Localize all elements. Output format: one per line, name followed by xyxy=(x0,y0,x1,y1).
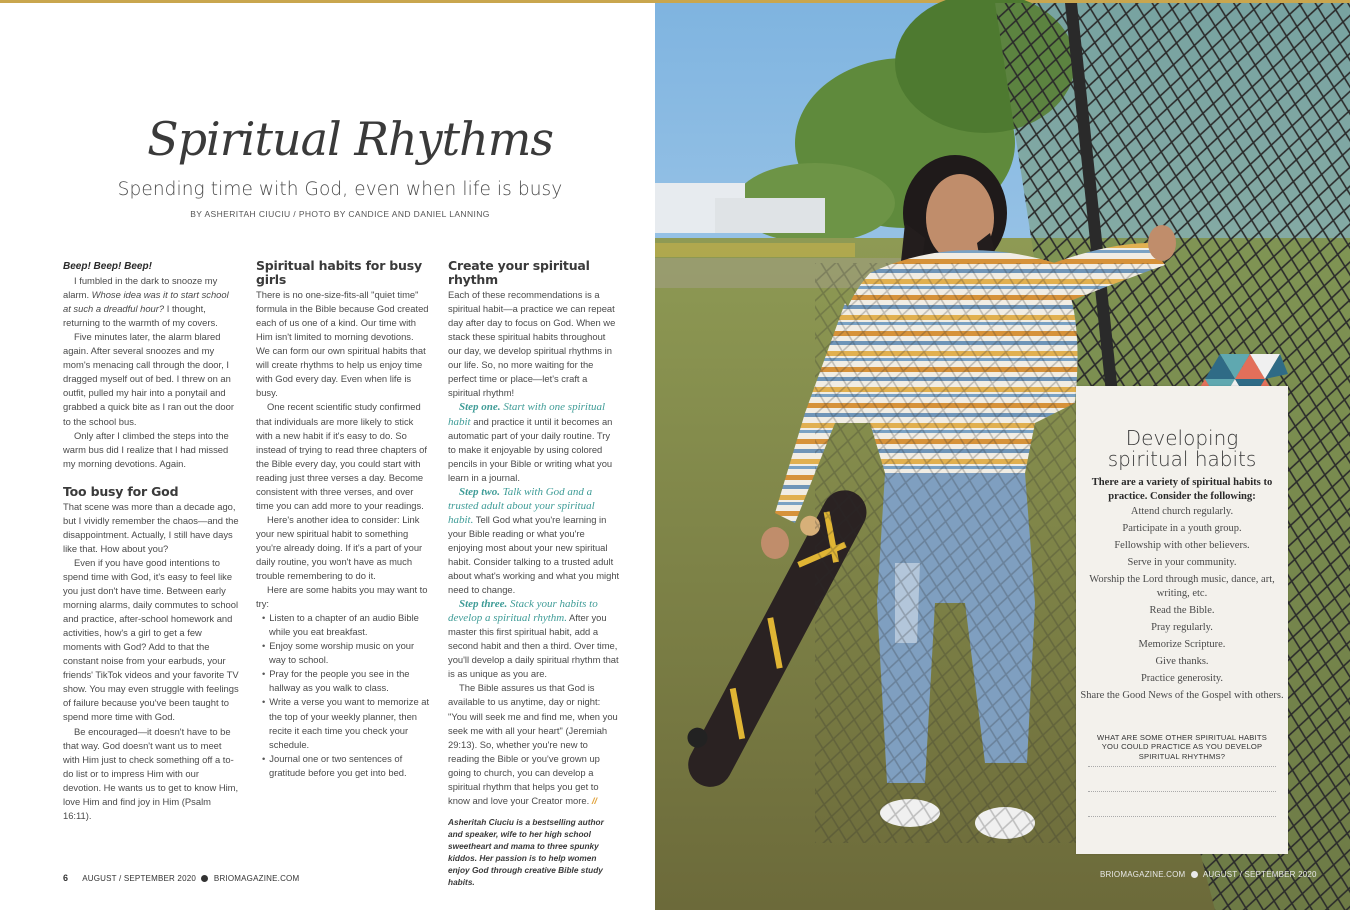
footer-left xyxy=(63,873,299,883)
writing-line xyxy=(1088,766,1276,767)
step-one: Step one. Start with one spiritual habit and practice it until it becomes an automatic part of your daily routine. Try to make it enjoyable by using colored pencils in your Bible or writing what you learn in a journal. xyxy=(448,401,613,483)
list-item: Share the Good News of the Gospel with others. xyxy=(1080,690,1284,702)
list-item: Practice generosity. xyxy=(1140,673,1224,685)
article-subtitle: Spending time with God, even when life is busy xyxy=(117,179,563,200)
paragraph: Even if you have good intentions to spend time with God, it's easy to feel like you just don't have time. Between early morning alarms, daily commutes to school and practice, after-school homework and activities, how's a girl to get a few moments with God? Add to that the constant noise from your earbuds, your friends' TikTok videos and your favorite TV show. You may even struggle with feelings of failure because you've been taught to spend more time with God. xyxy=(63,556,239,723)
section-heading: Too busy for God xyxy=(63,483,179,499)
list-item: Read the Bible. xyxy=(1149,605,1215,617)
section-heading: Spiritual habits for busy girls xyxy=(256,258,422,288)
list-item: Fellowship with other believers. xyxy=(1114,540,1250,551)
list-item: • Pray for the people you see in the hallway as you walk to class. xyxy=(259,667,430,695)
list-item: Give thanks. xyxy=(1155,656,1209,668)
paragraph: I fumbled in the dark to snooze my alarm. Whose idea was it to start school at such a dreadful hour? I thought, returning to the warmth of my covers. xyxy=(63,275,229,329)
list-item: Participate in a youth group. xyxy=(1122,523,1242,534)
page-number: 6 xyxy=(63,873,69,883)
end-mark: // xyxy=(591,794,598,806)
sidebar-question: WHAT ARE SOME OTHER SPIRITUAL HABITS YOU COULD PRACTICE AS YOU DEVELOP SPIRITUAL RHYTHMS? xyxy=(1097,733,1267,761)
list-item: • Enjoy some worship music on your way to school. xyxy=(259,639,430,667)
opener: Beep! Beep! Beep! xyxy=(63,261,152,272)
brio-dot-icon xyxy=(201,875,208,882)
list-item: • Listen to a chapter of an audio Bible while you eat breakfast. xyxy=(259,611,430,639)
list-item: Pray regularly. xyxy=(1151,622,1213,634)
writing-line xyxy=(1088,816,1276,817)
footer-site: BRIOMAGAZINE.COM xyxy=(1100,870,1186,879)
article-title: Spiritual Rhythms xyxy=(147,112,553,166)
column-3 xyxy=(448,259,620,888)
list-item: Attend church regularly. xyxy=(1130,506,1234,517)
paragraph: Be encouraged—it doesn't have to be that way. God doesn't want us to meet with Him just to check something off a to-do list or to impress Him with our devotion. He wants us to get to know Him, love Him and find joy in Him (Psalm 16:11). xyxy=(63,725,239,821)
paragraph: Only after I climbed the steps into the warm bus did I realize that I had missed my morning devotions. Again. xyxy=(63,429,229,469)
step-three: Step three. Stack your habits to develop a spiritual rhythm. After you master this first spiritual habit, add a second habit and then a third. Over time, you'll develop a daily spiritual rhythm that is as unique as you are. xyxy=(448,598,619,680)
paragraph: The Bible assures us that God is available to us anytime, day or night: "You will seek me and find me, when you seek me with all your heart" (Jeremiah 29:13). So, whether you're new to reading the Bible or you've grown up going to church, you can develop a spiritual rhythm that helps you get to know and love your Creator more. // xyxy=(448,682,618,806)
brio-dot-icon xyxy=(1191,871,1198,878)
step-two: Step two. Talk with God and a trusted adult about your spiritual habit. Tell God what you're learning in your Bible reading or what you're enjoying most about your new spiritual habit. Consider talking to a trusted adult about what's working and what you might need to change. xyxy=(448,485,620,596)
footer-site: BRIOMAGAZINE.COM xyxy=(213,874,300,883)
paragraph: Here are some habits you may want to try: xyxy=(256,584,428,610)
footer-issue: AUGUST / SEPTEMBER 2020 xyxy=(1202,870,1317,879)
paragraph: There is no one-size-fits-all "quiet time" formula in the Bible because God created each of us one of a kind. Our time with Him isn't limited to morning devotions. We can form our own spiritual habits that will create rhythms to help us enjoy time with God every day. Even when life is busy. xyxy=(256,289,429,399)
paragraph: Here's another idea to consider: Link your new spiritual habit to something you're already doing. If it's a part of your daily routine, you won't have as much trouble remembering to do it. xyxy=(256,513,423,582)
footer-issue: AUGUST / SEPTEMBER 2020 xyxy=(82,874,197,883)
sidebar-intro: There are a variety of spiritual habits to practice. Consider the following: xyxy=(1091,477,1273,502)
paragraph: One recent scientific study confirmed that individuals are more likely to stick with a new habit if it's easy to do. So instead of trying to read three chapters of the Bible every day, you could start with reading just three verses a day. Become consistent with three verses, and over time you can add more to your readings. xyxy=(256,401,427,511)
paragraph: That scene was more than a decade ago, but I vividly remember the chaos—and the disappointment. Actually, I still have days like that. How about you? xyxy=(63,500,239,554)
list-item: • Journal one or two sentences of gratitude before you get into bed. xyxy=(259,752,430,780)
list-item: Memorize Scripture. xyxy=(1138,639,1226,651)
sidebar-title: Developing spiritual habits xyxy=(1107,426,1257,471)
list-item: Worship the Lord through music, dance, art, writing, etc. xyxy=(1089,574,1275,600)
column-1 xyxy=(63,259,239,823)
byline: BY ASHERITAH CIUCIU / PHOTO BY CANDICE AND DANIEL LANNING xyxy=(190,209,490,219)
paragraph: Each of these recommendations is a spiritual habit—a practice we can repeat day after day to focus on God. When we stack these spiritual habits throughout our day, we develop spiritual rhythms in our life. So, no more waiting for the perfect time or place—let's craft a spiritual rhythm! xyxy=(448,289,616,399)
column-2 xyxy=(256,259,430,780)
paragraph: Five minutes later, the alarm blared again. After several snoozes and my mom's menacing call through the door, I dragged myself out of bed. I threw on an outfit, pulled my hair into a ponytail and grabbed a quick bite as I ran out the door to the school bus. xyxy=(63,331,234,427)
list-item: Serve in your community. xyxy=(1127,557,1237,568)
section-heading: Create your spiritual rhythm xyxy=(448,258,590,288)
footer-right xyxy=(1100,870,1317,879)
left-page xyxy=(0,3,655,910)
author-bio: Asheritah Ciuciu is a bestselling author and speaker, wife to her high school sweetheart and mama to three spunky kiddos. Her passion is to help women enjoy God through creative Bible study habits. xyxy=(448,816,604,887)
writing-line xyxy=(1088,791,1276,792)
list-item: • Write a verse you want to memorize at the top of your weekly planner, then recite it each time you check your schedule. xyxy=(259,695,430,751)
sidebar-habit-list xyxy=(1080,505,1284,706)
sidebar-box xyxy=(1076,386,1288,854)
habit-list xyxy=(259,611,430,780)
